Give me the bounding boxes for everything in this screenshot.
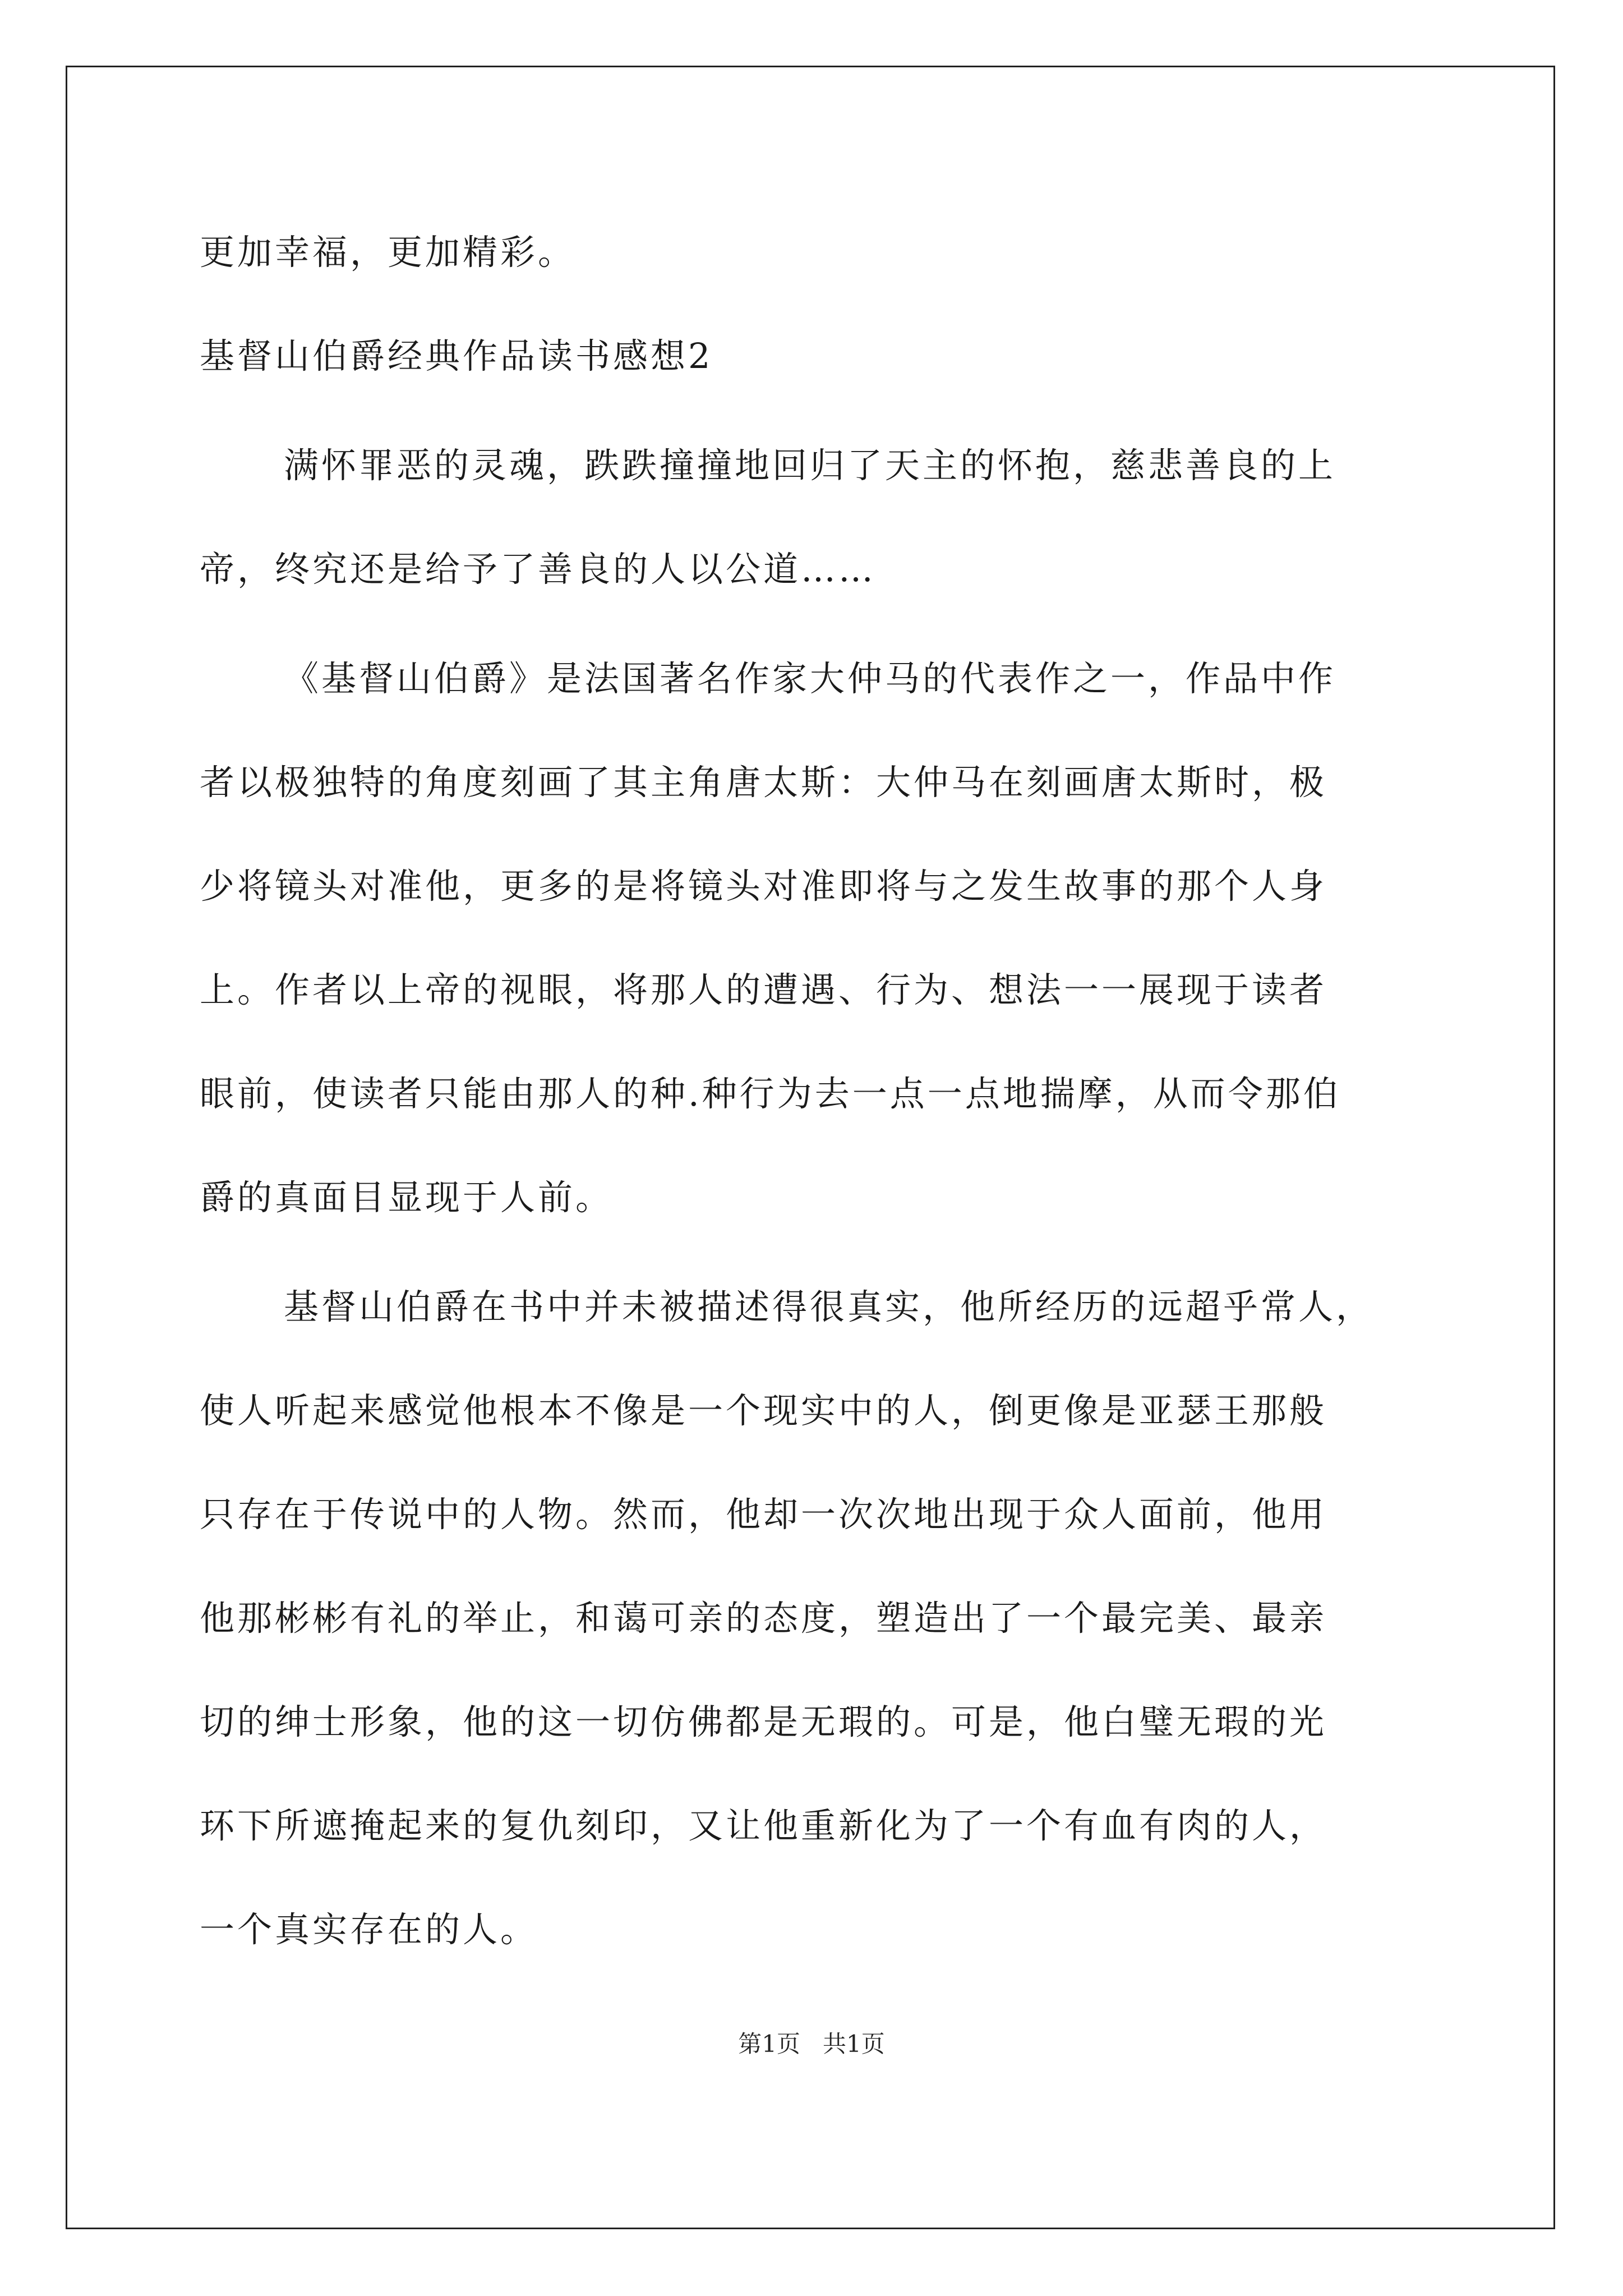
text-line: 使人听起来感觉他根本不像是一个现实中的人，倒更像是亚瑟王那般 [200,1390,1327,1431]
section-heading: 基督山伯爵经典作品读书感想2 [200,335,713,376]
text-line: 上。作者以上帝的视眼，将那人的遭遇、行为、想法一一展现于读者 [200,969,1327,1010]
text-line: 一个真实存在的人。 [200,1909,538,1950]
text-line: 帝，终究还是给予了善良的人以公道…… [200,549,877,590]
text-line: 更加幸福，更加精彩。 [200,232,576,273]
page-border [66,66,1555,2229]
text-line: 切的绅士形象，他的这一切仿佛都是无瑕的。可是，他白璧无瑕的光 [200,1701,1327,1742]
paragraph-start: 满怀罪恶的灵魂，跌跌撞撞地回归了天主的怀抱，慈悲善良的上 [284,445,1336,486]
text-line: 少将镜头对准他，更多的是将镜头对准即将与之发生故事的那个人身 [200,866,1327,907]
page-total: 共1页 [823,2030,885,2058]
page-footer [0,2027,1623,2061]
text-line: 环下所遮掩起来的复仇刻印，又让他重新化为了一个有血有肉的人， [200,1805,1327,1846]
paragraph-start: 《基督山伯爵》是法国著名作家大仲马的代表作之一，作品中作 [284,658,1336,699]
text-line: 只存在于传说中的人物。然而，他却一次次地出现于众人面前，他用 [200,1494,1327,1535]
text-line: 爵的真面目显现于人前。 [200,1177,614,1218]
text-line: 者以极独特的角度刻画了其主角唐太斯：大仲马在刻画唐太斯时，极 [200,762,1327,803]
text-line: 他那彬彬有礼的举止，和蔼可亲的态度，塑造出了一个最完美、最亲 [200,1598,1327,1639]
text-line: 眼前，使读者只能由那人的种.种行为去一点一点地揣摩，从而令那伯 [200,1073,1341,1114]
paragraph-start: 基督山伯爵在书中并未被描述得很真实，他所经历的远超乎常人， [284,1286,1374,1327]
page-number: 第1页 [738,2030,800,2058]
